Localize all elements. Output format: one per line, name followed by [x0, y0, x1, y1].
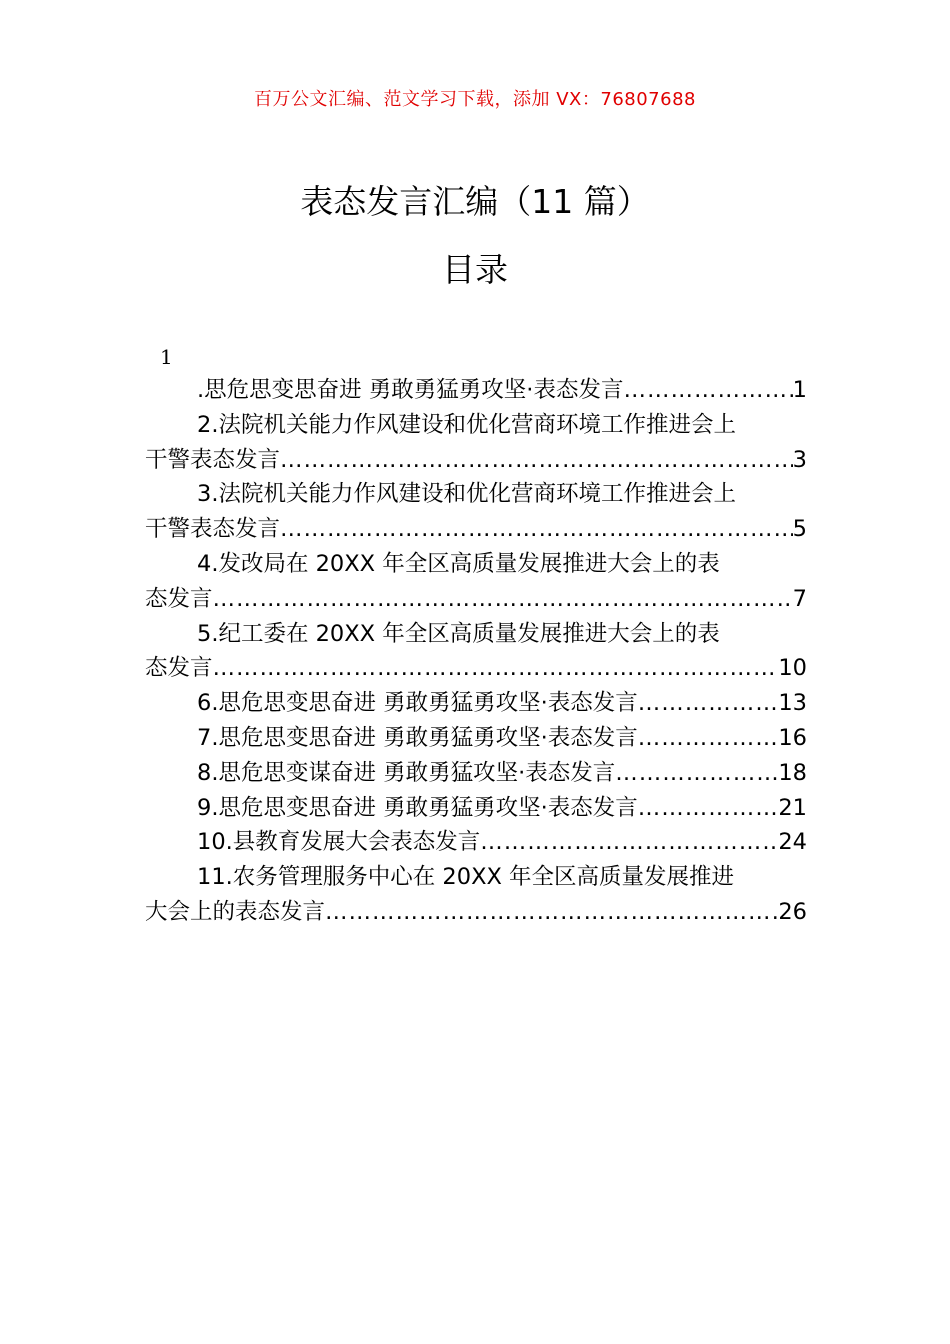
- toc-page-number: 24: [778, 829, 807, 856]
- toc-page-number: 5: [792, 516, 807, 543]
- toc-dot-leader: [638, 791, 779, 826]
- toc-entry-title: 8.思危思变谋奋进 勇敢勇猛攻坚·表态发言: [197, 759, 616, 786]
- toc-page-number: 1: [792, 377, 807, 403]
- toc-page-number: 13: [778, 690, 807, 717]
- document-title: 表态发言汇编（11 篇）: [300, 182, 650, 221]
- toc-page-number: 21: [778, 794, 807, 821]
- toc-entry[interactable]: [145, 686, 807, 721]
- toc-entry-title: 6.思危思变思奋进 勇敢勇猛勇攻坚·表态发言: [197, 690, 638, 717]
- toc-dot-leader: [280, 512, 793, 547]
- toc-entry[interactable]: [145, 860, 807, 930]
- toc-entry[interactable]: [145, 408, 807, 478]
- toc-heading: 目录: [442, 250, 508, 289]
- toc-entry[interactable]: [145, 825, 807, 860]
- toc-page-number: 3: [792, 446, 807, 473]
- toc-dot-leader: [638, 721, 779, 756]
- toc-entry-title: 4.发改局在 20XX 年全区高质量发展推进大会上的表: [197, 550, 720, 577]
- toc-entry[interactable]: [145, 721, 807, 756]
- toc-dot-leader: [280, 443, 793, 478]
- toc-dot-leader: [480, 825, 778, 860]
- toc-page-number: 26: [778, 898, 807, 925]
- toc-entry-title: 7.思危思变思奋进 勇敢勇猛勇攻坚·表态发言: [197, 724, 638, 751]
- toc-entry[interactable]: [145, 547, 807, 617]
- toc-entry-title: 3.法院机关能力作风建设和优化营商环境工作推进会上: [197, 481, 736, 508]
- toc-entry-title-continued: 态发言: [145, 585, 213, 612]
- toc-entry-title-continued: 干警表态发言: [145, 516, 281, 543]
- toc-page-number: 10: [778, 655, 807, 682]
- toc-entry-title: 9.思危思变思奋进 勇敢勇猛勇攻坚·表态发言: [197, 794, 638, 821]
- toc-entry-title: .思危思变思奋进 勇敢勇猛勇攻坚·表态发言: [197, 377, 624, 403]
- toc-dot-leader: [623, 373, 792, 408]
- toc-dot-leader: [638, 686, 779, 721]
- table-of-contents: [145, 373, 807, 930]
- toc-entry-title: 11.农务管理服务中心在 20XX 年全区高质量发展推进: [197, 864, 735, 891]
- toc-entry[interactable]: [145, 791, 807, 826]
- header-watermark-note: 百万公文汇编、范文学习下载，添加 VX：76807688: [254, 89, 696, 110]
- toc-entry[interactable]: [145, 477, 807, 547]
- toc-entry[interactable]: [145, 756, 807, 791]
- toc-list-marker: 1: [160, 345, 173, 369]
- toc-entry-title-continued: 态发言: [145, 655, 213, 682]
- toc-entry-title: 10.县教育发展大会表态发言: [197, 829, 481, 856]
- toc-dot-leader: [615, 756, 778, 791]
- toc-entry[interactable]: [145, 617, 807, 687]
- toc-dot-leader: [213, 582, 793, 617]
- toc-page-number: 7: [792, 585, 807, 612]
- toc-entry-title: 2.法院机关能力作风建设和优化营商环境工作推进会上: [197, 411, 736, 438]
- toc-entry-title-continued: 大会上的表态发言: [145, 898, 326, 925]
- toc-dot-leader: [213, 651, 779, 686]
- toc-entry-title-continued: 干警表态发言: [145, 446, 281, 473]
- toc-entry[interactable]: [145, 373, 807, 408]
- toc-entry-title: 5.纪工委在 20XX 年全区高质量发展推进大会上的表: [197, 620, 720, 647]
- toc-page-number: 16: [778, 724, 807, 751]
- toc-dot-leader: [325, 895, 778, 930]
- toc-page-number: 18: [778, 759, 807, 786]
